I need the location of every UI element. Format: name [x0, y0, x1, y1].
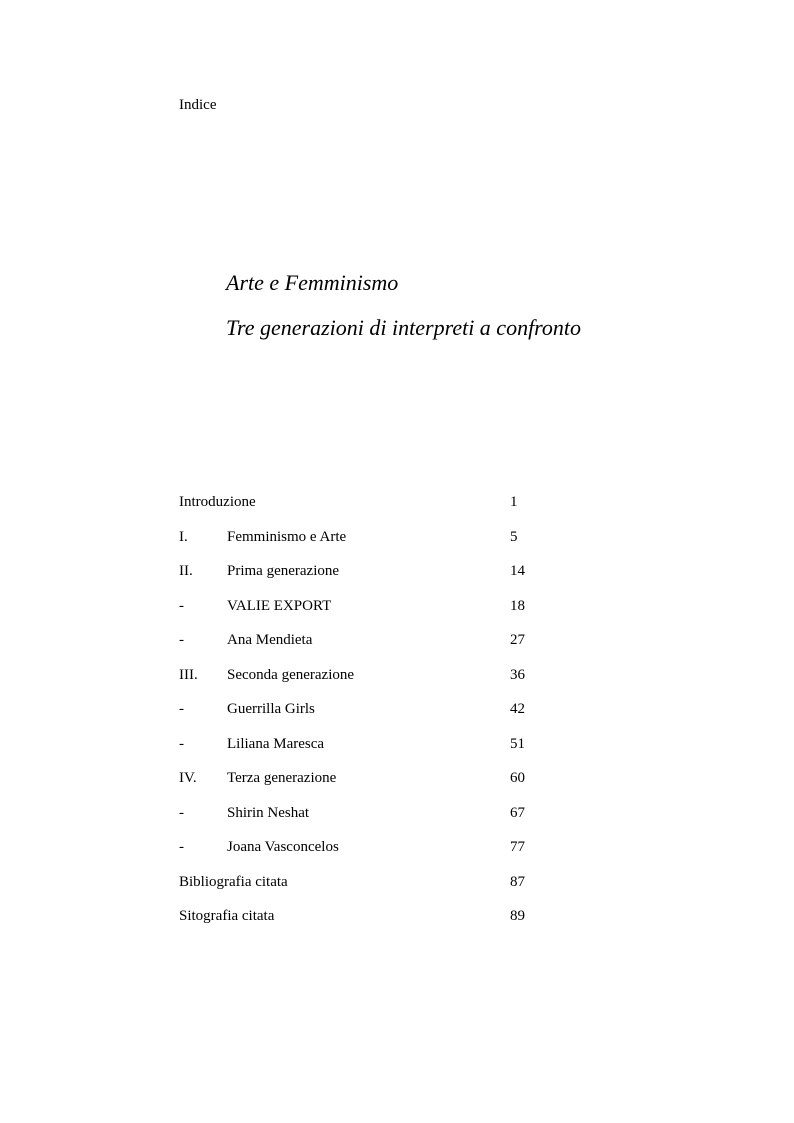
table-of-contents: [179, 493, 539, 942]
toc-entry: [179, 804, 539, 839]
toc-entry-title: Introduzione: [179, 494, 256, 510]
toc-entry-marker: -: [179, 701, 184, 717]
toc-entry: [179, 597, 539, 632]
toc-entry-title: Liliana Maresca: [227, 735, 325, 752]
toc-entry-marker: I.: [179, 528, 188, 545]
toc-entry: [179, 735, 539, 770]
toc-entry-page-number: 27: [510, 632, 525, 648]
toc-entry-marker: -: [179, 632, 184, 648]
toc-entry: [179, 907, 539, 942]
toc-entry-page-number: 87: [510, 873, 525, 890]
toc-entry-page-number: 67: [510, 804, 525, 821]
toc-entry-title: Seconda generazione: [227, 666, 355, 683]
toc-entry-title: Femminismo e Arte: [227, 528, 347, 545]
toc-entry-marker: -: [179, 597, 184, 614]
toc-entry: [179, 873, 539, 908]
toc-entry-marker: -: [179, 839, 184, 855]
toc-entry-title: Terza generazione: [227, 770, 337, 786]
toc-entry: [179, 493, 539, 528]
toc-entry-marker: II.: [179, 563, 193, 579]
toc-entry-title: Joana Vasconcelos: [227, 839, 339, 855]
page-header-label: Indice: [179, 97, 217, 113]
toc-entry: [179, 838, 539, 873]
toc-entry-page-number: 89: [510, 908, 525, 924]
toc-entry-page-number: 42: [510, 701, 525, 717]
toc-entry-page-number: 77: [510, 839, 525, 855]
toc-entry-title: Sitografia citata: [179, 908, 275, 924]
toc-entry-title: Bibliografia citata: [179, 873, 288, 890]
toc-entry: [179, 666, 539, 701]
toc-entry: [179, 769, 539, 804]
toc-entry-page-number: 14: [510, 563, 525, 579]
toc-entry-page-number: 5: [510, 528, 518, 545]
toc-entry-page-number: 1: [510, 494, 518, 510]
toc-entry-marker: -: [179, 804, 184, 821]
toc-entry: [179, 528, 539, 563]
toc-entry-title: VALIE EXPORT: [227, 597, 332, 614]
toc-entry-title: Guerrilla Girls: [227, 701, 315, 717]
toc-entry-title: Ana Mendieta: [227, 632, 313, 648]
document-title: Arte e Femminismo: [226, 270, 399, 295]
toc-entry-page-number: 36: [510, 666, 525, 683]
toc-entry-page-number: 18: [510, 597, 525, 614]
toc-entry-page-number: 51: [510, 735, 525, 752]
toc-entry-title: Prima generazione: [227, 563, 340, 579]
toc-entry-marker: -: [179, 735, 184, 752]
toc-entry: [179, 562, 539, 597]
toc-entry-title: Shirin Neshat: [227, 804, 310, 821]
toc-entry: [179, 631, 539, 666]
toc-entry-page-number: 60: [510, 770, 525, 786]
toc-entry-marker: IV.: [179, 770, 197, 786]
toc-entry-marker: III.: [179, 666, 198, 683]
document-subtitle: Tre generazioni di interpreti a confronto: [226, 315, 582, 340]
toc-entry: [179, 700, 539, 735]
